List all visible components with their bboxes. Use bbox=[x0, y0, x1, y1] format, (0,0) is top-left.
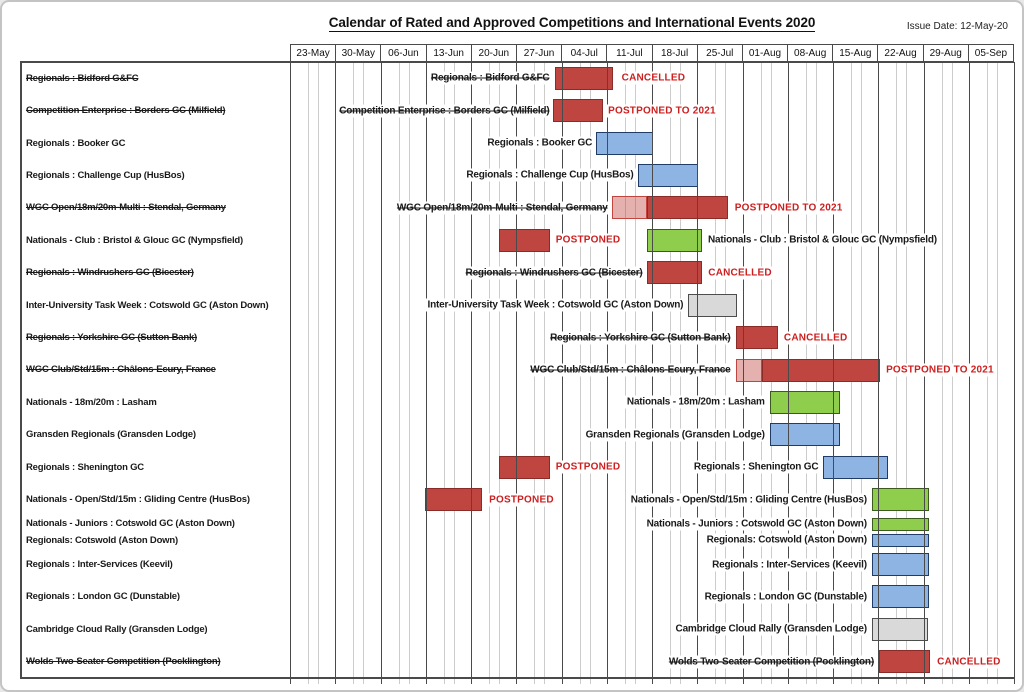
table-top-border bbox=[20, 61, 1014, 63]
gantt-bar[interactable] bbox=[688, 294, 737, 317]
status-label: CANCELLED bbox=[708, 267, 772, 279]
gantt-bar[interactable] bbox=[879, 650, 930, 673]
chart-row-label: Regionals : Shenington GC bbox=[691, 461, 821, 474]
row-label: WGC Club/Std/15m : Châlons-Ecury, France bbox=[26, 364, 216, 376]
gantt-bar[interactable] bbox=[872, 553, 930, 576]
row-label: Regionals : Yorkshire GC (Sutton Bank) bbox=[26, 332, 197, 344]
week-header-cell: 13-Jun bbox=[426, 44, 472, 62]
row-label: Regionals : London GC (Dunstable) bbox=[26, 591, 180, 603]
day-gridline bbox=[363, 62, 364, 684]
week-header-cell: 18-Jul bbox=[652, 44, 698, 62]
gantt-bar[interactable] bbox=[647, 196, 728, 219]
row-labels-panel bbox=[22, 62, 290, 678]
gantt-bar[interactable] bbox=[736, 359, 762, 382]
week-gridline bbox=[290, 62, 291, 684]
row-label: Inter-University Task Week : Cotswold GC (Aston Down) bbox=[26, 299, 269, 311]
chart-row-label: Regionals : London GC (Dunstable) bbox=[702, 590, 870, 603]
gantt-bar[interactable] bbox=[499, 229, 550, 252]
row-label: Competition Enterprise : Borders GC (Milfield) bbox=[26, 105, 226, 117]
status-label: POSTPONED bbox=[489, 494, 554, 506]
row-label: Regionals : Inter-Services (Keevil) bbox=[26, 559, 173, 571]
row-label: Nationals - Juniors : Cotswold GC (Aston Down) bbox=[26, 518, 235, 530]
gantt-bar[interactable] bbox=[770, 391, 840, 414]
row-label: Gransden Regionals (Gransden Lodge) bbox=[26, 429, 196, 441]
gantt-bar[interactable] bbox=[612, 196, 647, 219]
day-gridline bbox=[318, 62, 319, 684]
page-title: Calendar of Rated and Approved Competitions and International Events 2020 bbox=[328, 15, 816, 30]
gantt-bar[interactable] bbox=[647, 261, 702, 284]
chart-row-label: Wolds Two-Seater Competition (Pocklington) bbox=[666, 655, 877, 668]
status-label: POSTPONED TO 2021 bbox=[734, 202, 843, 214]
week-gridline bbox=[1014, 62, 1015, 684]
week-header-row bbox=[290, 44, 1014, 62]
chart-area bbox=[290, 62, 1014, 678]
row-label: Wolds Two-Seater Competition (Pocklington) bbox=[26, 656, 221, 668]
gantt-bar[interactable] bbox=[872, 585, 930, 608]
week-gridline bbox=[381, 62, 382, 684]
chart-row-label: Nationals - 18m/20m : Lasham bbox=[624, 396, 768, 409]
gantt-bar[interactable] bbox=[647, 229, 702, 252]
gantt-bar[interactable] bbox=[596, 132, 653, 155]
week-gridline bbox=[335, 62, 336, 684]
chart-row-label: Nationals - Juniors : Cotswold GC (Aston Down) bbox=[644, 518, 870, 531]
gantt-bar[interactable] bbox=[638, 164, 697, 187]
week-header-cell: 22-Aug bbox=[877, 44, 923, 62]
chart-row-label: Nationals - Club : Bristol & Glouc GC (Nympsfield) bbox=[705, 234, 940, 247]
gantt-bar[interactable] bbox=[762, 359, 880, 382]
week-header-cell: 08-Aug bbox=[787, 44, 833, 62]
week-gridline bbox=[878, 62, 879, 684]
week-header-cell: 06-Jun bbox=[380, 44, 426, 62]
row-label: Nationals - 18m/20m : Lasham bbox=[26, 396, 157, 408]
gantt-bar[interactable] bbox=[425, 488, 482, 511]
week-header-cell: 11-Jul bbox=[606, 44, 652, 62]
chart-row-label: Regionals : Inter-Services (Keevil) bbox=[709, 558, 870, 571]
week-header-cell: 23-May bbox=[290, 44, 336, 62]
row-label: Regionals : Bidford G&FC bbox=[26, 72, 139, 84]
gantt-bar[interactable] bbox=[872, 618, 928, 641]
row-label: Regionals: Cotswold (Aston Down) bbox=[26, 534, 178, 546]
status-label: POSTPONED bbox=[555, 461, 621, 473]
table-left-border bbox=[20, 61, 22, 679]
chart-row-label: Nationals - Open/Std/15m : Gliding Centre (HusBos) bbox=[628, 493, 870, 506]
status-label: POSTPONED TO 2021 bbox=[886, 364, 994, 376]
week-header-cell: 30-May bbox=[335, 44, 381, 62]
gantt-bar[interactable] bbox=[770, 423, 840, 446]
day-gridline bbox=[489, 62, 490, 684]
chart-row-label: WGC Club/Std/15m : Châlons-Ecury, France bbox=[527, 364, 733, 377]
status-label: POSTPONED bbox=[555, 234, 621, 246]
week-gridline bbox=[471, 62, 472, 684]
week-header-cell: 04-Jul bbox=[561, 44, 607, 62]
chart-row-label: Inter-University Task Week : Cotswold GC (Aston Down) bbox=[425, 299, 687, 312]
chart-row-label: Regionals : Bidford G&FC bbox=[428, 72, 553, 85]
chart-row-label: Cambridge Cloud Rally (Gransden Lodge) bbox=[673, 623, 870, 636]
gantt-bar[interactable] bbox=[555, 67, 613, 90]
row-label: Regionals : Windrushers GC (Bicester) bbox=[26, 267, 194, 279]
issue-date: Issue Date: 12-May-20 bbox=[906, 21, 1008, 32]
day-gridline bbox=[353, 62, 354, 684]
status-label: CANCELLED bbox=[783, 332, 848, 344]
day-gridline bbox=[409, 62, 410, 684]
chart-row-label: Regionals : Booker GC bbox=[484, 137, 595, 150]
day-gridline bbox=[444, 62, 445, 684]
chart-row-label: WGC Open/18m/20m-Multi : Stendal, Germany bbox=[394, 201, 611, 214]
day-gridline bbox=[997, 62, 998, 684]
chart-row-label: Regionals : Challenge Cup (HusBos) bbox=[463, 169, 636, 182]
row-label: WGC Open/18m/20m-Multi : Stendal, Germany bbox=[26, 202, 226, 214]
gantt-bar[interactable] bbox=[499, 456, 550, 479]
chart-row-label: Regionals : Windrushers GC (Bicester) bbox=[463, 266, 646, 279]
week-header-cell: 20-Jun bbox=[471, 44, 517, 62]
week-header-cell: 25-Jul bbox=[697, 44, 743, 62]
row-label: Regionals : Booker GC bbox=[26, 137, 126, 149]
chart-row-label: Gransden Regionals (Gransden Lodge) bbox=[583, 428, 768, 441]
day-gridline bbox=[499, 62, 500, 684]
row-label: Regionals : Shenington GC bbox=[26, 461, 144, 473]
week-header-cell: 27-Jun bbox=[516, 44, 562, 62]
week-gridline bbox=[516, 62, 517, 684]
chart-row-label: Competition Enterprise : Borders GC (Milfield) bbox=[336, 104, 552, 117]
chart-row-label: Regionals : Yorkshire GC (Sutton Bank) bbox=[547, 331, 733, 344]
day-gridline bbox=[308, 62, 309, 684]
week-header-cell: 15-Aug bbox=[832, 44, 878, 62]
week-header-cell: 29-Aug bbox=[923, 44, 969, 62]
row-label: Nationals - Open/Std/15m : Gliding Centre (HusBos) bbox=[26, 494, 250, 506]
day-gridline bbox=[399, 62, 400, 684]
week-header-cell: 01-Aug bbox=[742, 44, 788, 62]
row-label: Cambridge Cloud Rally (Gransden Lodge) bbox=[26, 623, 208, 635]
gantt-bar[interactable] bbox=[872, 534, 930, 547]
gantt-bar[interactable] bbox=[872, 488, 930, 511]
status-label: POSTPONED TO 2021 bbox=[608, 105, 716, 117]
status-label: CANCELLED bbox=[621, 72, 686, 84]
week-gridline bbox=[426, 62, 427, 684]
day-gridline bbox=[454, 62, 455, 684]
row-label: Nationals - Club : Bristol & Glouc GC (Nympsfield) bbox=[26, 234, 243, 246]
chart-row-label: Regionals: Cotswold (Aston Down) bbox=[704, 534, 870, 547]
table-bottom-border bbox=[20, 677, 1014, 679]
status-label: CANCELLED bbox=[937, 656, 1001, 668]
week-header-cell: 05-Sep bbox=[968, 44, 1014, 62]
gantt-bar[interactable] bbox=[872, 518, 930, 531]
row-label: Regionals : Challenge Cup (HusBos) bbox=[26, 169, 185, 181]
